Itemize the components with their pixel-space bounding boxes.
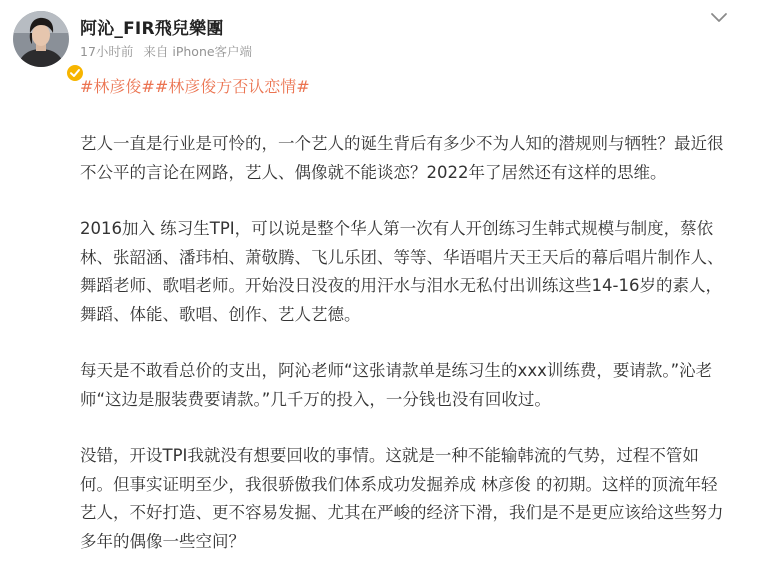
username-link[interactable]: 阿沁_FIR飛兒樂團 bbox=[80, 19, 224, 39]
chevron-down-icon[interactable] bbox=[707, 10, 731, 26]
avatar[interactable] bbox=[13, 11, 69, 67]
hashtag-link[interactable]: #林彦俊# bbox=[80, 77, 155, 96]
post-source: 来自 iPhone客户端 bbox=[143, 44, 253, 59]
post-paragraph: 没错，开设TPI我就没有想要回收的事情。这就是一种不能输韩流的气势，过程不管如何。但事实证明至少，我很骄傲我们体系成功发掘养成 林彦俊 的初期。这样的顶流年轻艺人，不好打造、更不容易发掘、尤其在严峻的经济下滑，我们是不是更应该给这些努力多年的偶像一些空间？ bbox=[80, 446, 724, 551]
avatar-image bbox=[13, 11, 69, 67]
post-body bbox=[80, 130, 730, 575]
hashtag-row bbox=[80, 74, 310, 97]
post-time[interactable]: 17小时前 bbox=[80, 44, 134, 59]
post-meta bbox=[80, 42, 252, 60]
post-paragraph: 2016加入 练习生TPI，可以说是整个华人第一次有人开创练习生韩式规模与制度，蔡依林、张韶涵、潘玮柏、萧敬腾、飞儿乐团、等等、华语唱片天王天后的幕后唱片制作人、舞蹈老师、歌唱老师。开始没日没夜的用汗水与泪水无私付出训练这些14-16岁的素人，舞蹈、体能、歌唱、创作、艺人艺德。 bbox=[80, 219, 724, 324]
post-paragraph: 艺人一直是行业是可怜的，一个艺人的诞生背后有多少不为人知的潜规则与牺牲？最近很不公平的言论在网路，艺人、偶像就不能谈恋？2022年了居然还有这样的思维。 bbox=[80, 134, 724, 182]
post-paragraph: 每天是不敢看总价的支出，阿沁老师“这张请款单是练习生的xxx训练费，要请款。”沁老师“这边是服装费要请款。”几千万的投入，一分钱也没有回收过。 bbox=[80, 361, 713, 409]
hashtag-link[interactable]: #林彦俊方否认恋情# bbox=[154, 77, 310, 96]
